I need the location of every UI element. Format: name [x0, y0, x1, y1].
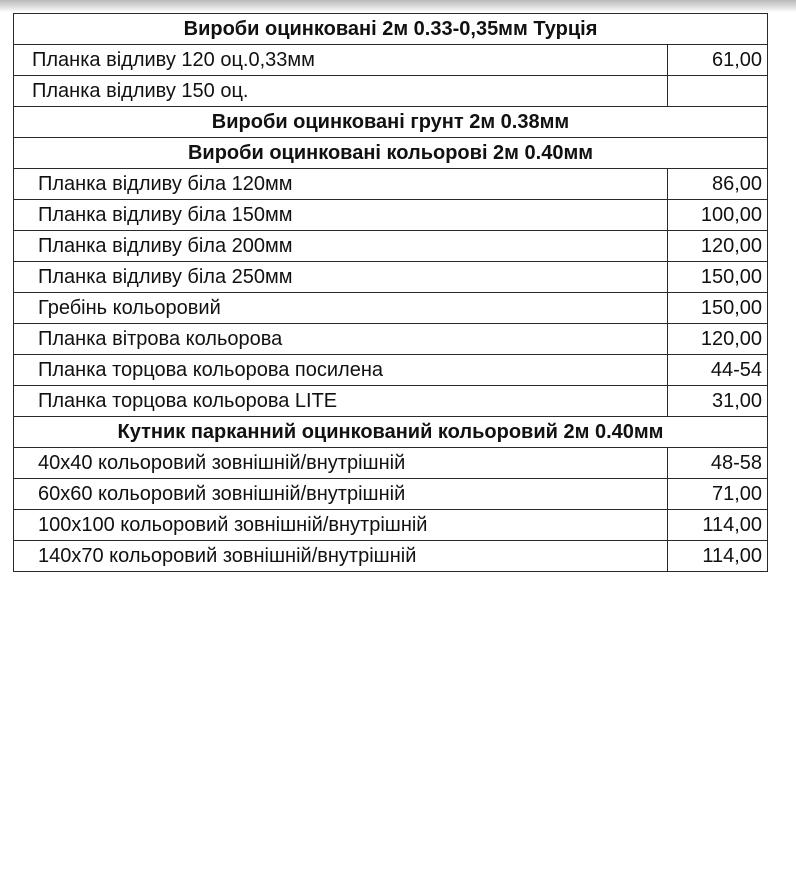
item-price: 44-54 — [668, 355, 768, 386]
item-name: Планка торцова кольорова LITE — [14, 386, 668, 417]
item-name: Планка відливу біла 120мм — [14, 169, 668, 200]
item-price: 114,00 — [668, 541, 768, 572]
section-header-row — [14, 14, 768, 45]
section-title: Вироби оцинковані кольорові 2м 0.40мм — [14, 138, 768, 169]
table-row — [14, 479, 768, 510]
item-price: 48-58 — [668, 448, 768, 479]
item-name: Планка торцова кольорова посилена — [14, 355, 668, 386]
section-title: Вироби оцинковані грунт 2м 0.38мм — [14, 107, 768, 138]
item-name: Планка вітрова кольорова — [14, 324, 668, 355]
item-price: 150,00 — [668, 262, 768, 293]
item-price: 120,00 — [668, 324, 768, 355]
item-name: Планка відливу біла 150мм — [14, 200, 668, 231]
table-row — [14, 262, 768, 293]
table-row — [14, 448, 768, 479]
section-title: Кутник парканний оцинкований кольоровий 2м 0.40мм — [14, 417, 768, 448]
table-row — [14, 293, 768, 324]
item-price: 120,00 — [668, 231, 768, 262]
item-price: 31,00 — [668, 386, 768, 417]
table-row — [14, 355, 768, 386]
section-header-row — [14, 417, 768, 448]
item-name: Планка відливу біла 200мм — [14, 231, 668, 262]
item-name: 60х60 кольоровий зовнішній/внутрішній — [14, 479, 668, 510]
item-price: 150,00 — [668, 293, 768, 324]
item-price: 71,00 — [668, 479, 768, 510]
section-header-row — [14, 138, 768, 169]
table-row — [14, 510, 768, 541]
table-row — [14, 76, 768, 107]
item-name: 140х70 кольоровий зовнішній/внутрішній — [14, 541, 668, 572]
section-title: Вироби оцинковані 2м 0.33-0,35мм Турція — [14, 14, 768, 45]
item-price: 61,00 — [668, 45, 768, 76]
item-price: 100,00 — [668, 200, 768, 231]
item-name: Планка відливу 120 оц.0,33мм — [14, 45, 668, 76]
table-row — [14, 231, 768, 262]
table-row — [14, 45, 768, 76]
item-name: Гребінь кольоровий — [14, 293, 668, 324]
table-row — [14, 386, 768, 417]
table-row — [14, 324, 768, 355]
item-price — [668, 76, 768, 107]
item-price: 86,00 — [668, 169, 768, 200]
top-shadow — [0, 0, 796, 12]
item-name: 100х100 кольоровий зовнішній/внутрішній — [14, 510, 668, 541]
price-list-table — [13, 13, 768, 572]
table-row — [14, 541, 768, 572]
table-row — [14, 200, 768, 231]
section-header-row — [14, 107, 768, 138]
item-name: Планка відливу 150 оц. — [14, 76, 668, 107]
table-row — [14, 169, 768, 200]
item-name: Планка відливу біла 250мм — [14, 262, 668, 293]
item-name: 40х40 кольоровий зовнішній/внутрішній — [14, 448, 668, 479]
item-price: 114,00 — [668, 510, 768, 541]
